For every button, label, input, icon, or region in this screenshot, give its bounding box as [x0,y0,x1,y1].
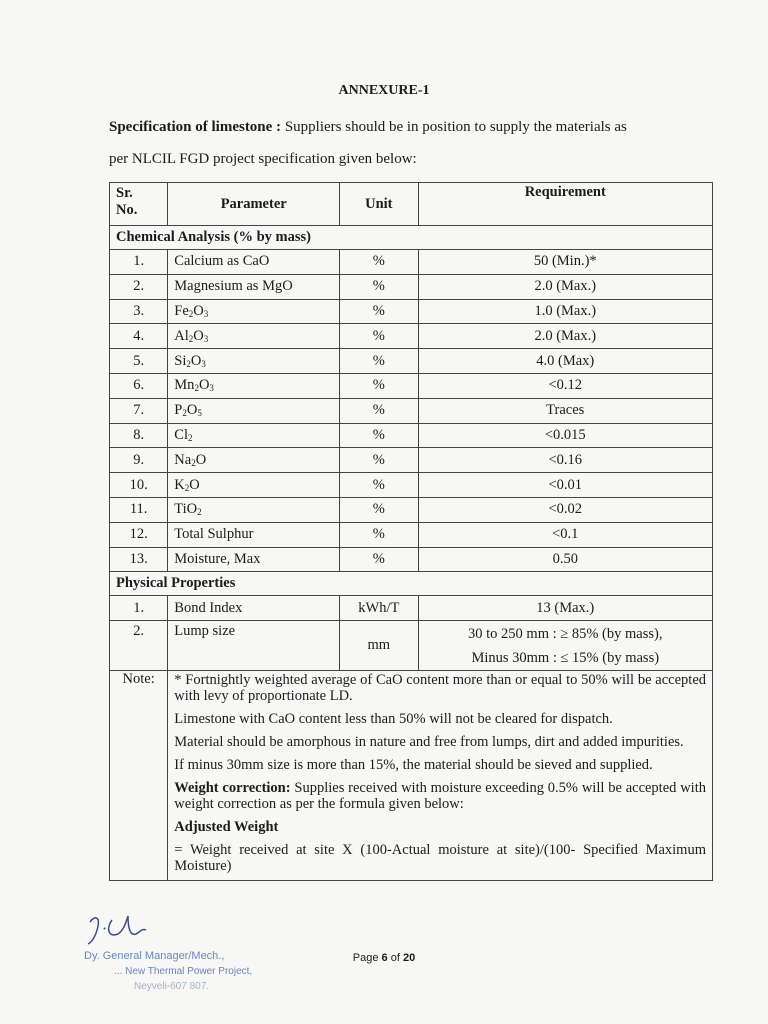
stamp-line-3: Neyveli-607 807. [134,981,210,992]
row-requirement [418,621,713,671]
table-row [110,274,713,299]
row-unit: % [340,522,418,547]
table-row [110,324,713,349]
row-parameter: $K_2O$ [168,473,340,498]
row-number: 2. [110,621,168,671]
row-requirement: <0.02 [418,497,713,522]
header-parameter: Parameter [168,183,340,226]
row-number: 8. [110,423,168,448]
header-sr-no: Sr. No. [110,183,168,226]
row-number: 1. [110,596,168,621]
row-requirement: <0.12 [418,373,713,398]
row-parameter: Magnesium as MgO [168,274,340,299]
row-unit: % [340,547,418,572]
row-number: 10. [110,473,168,498]
row-number: 13. [110,547,168,572]
table-header-row [110,183,713,226]
table-row [110,522,713,547]
handwritten-signature-icon [84,908,174,953]
note-content [168,671,713,881]
note-paragraph-weight-correction: Weight correction: Supplies received with moisture exceeding 0.5% will be accepted with weight correction as per the formula given below: [174,780,706,813]
row-unit: % [340,299,418,324]
note-paragraph: * Fortnightly weighted average of CaO content more than or equal to 50% will be accepted with levy of proportionate LD. [174,672,706,705]
lump-req-line-1: 30 to 250 mm : ≥ 85% (by mass), [468,625,663,642]
row-number: 7. [110,398,168,423]
section-title-physical: Physical Properties [110,572,713,596]
row-unit: % [340,497,418,522]
row-unit: % [340,473,418,498]
row-requirement: <0.015 [418,423,713,448]
intro-bold-label: Specification of limestone : [109,119,282,135]
row-unit: kWh/T [340,596,418,621]
row-unit: % [340,250,418,275]
row-parameter: Calcium as CaO [168,250,340,275]
row-number: 4. [110,324,168,349]
table-row [110,423,713,448]
row-requirement: <0.1 [418,522,713,547]
row-parameter: $Mn_2O_3$ [168,373,340,398]
row-requirement: 1.0 (Max.) [418,299,713,324]
stamp-line-2: ... New Thermal Power Project, [114,966,253,977]
page-number: Page 6 of 20 [352,952,416,964]
row-unit: % [340,349,418,374]
row-parameter: Moisture, Max [168,547,340,572]
row-parameter: Bond Index [168,596,340,621]
section-row-chemical [110,226,713,250]
row-number: 12. [110,522,168,547]
table-row [110,349,713,374]
row-unit: % [340,373,418,398]
table-row [110,473,713,498]
table-row [110,448,713,473]
table-row [110,621,713,671]
note-label: Note: [110,671,168,881]
intro-line-2: per NLCIL FGD project specification given below: [109,151,417,167]
row-unit: % [340,398,418,423]
row-number: 6. [110,373,168,398]
limestone-spec-table [109,182,713,881]
row-parameter: Lump size [168,621,340,671]
note-formula: = Weight received at site X (100-Actual moisture at site)/(100- Specified Maximum Moisture) [174,842,706,875]
row-number: 5. [110,349,168,374]
note-paragraph: Material should be amorphous in nature and free from lumps, dirt and added impurities. [174,734,684,751]
table-row [110,373,713,398]
row-number: 1. [110,250,168,275]
row-unit: % [340,324,418,349]
row-requirement: 50 (Min.)* [418,250,713,275]
row-parameter: TiO$_2$ [168,497,340,522]
lump-req-line-2: Minus 30mm : ≤ 15% (by mass) [471,649,660,666]
table-row [110,547,713,572]
row-requirement: 4.0 (Max) [418,349,713,374]
row-parameter: $P_2O_5$ [168,398,340,423]
row-parameter: $Cl_2$ [168,423,340,448]
table-row [110,398,713,423]
note-row [110,671,713,881]
row-number: 9. [110,448,168,473]
row-requirement: 0.50 [418,547,713,572]
row-number: 11. [110,497,168,522]
table-row [110,497,713,522]
row-parameter: $Fe_2O_3$ [168,299,340,324]
note-paragraph: If minus 30mm size is more than 15%, the material should be sieved and supplied. [174,757,653,774]
row-number: 3. [110,299,168,324]
table-row [110,250,713,275]
chemical-rows [110,250,713,572]
row-requirement: <0.16 [418,448,713,473]
header-unit: Unit [340,183,418,226]
intro-line-1-text: Suppliers should be in position to supply the materials as [281,119,627,135]
header-requirement: Requirement [418,183,713,226]
row-parameter: $Si_2O_3$ [168,349,340,374]
row-unit: % [340,448,418,473]
row-requirement: Traces [418,398,713,423]
row-unit: mm [340,621,418,671]
table-row [110,596,713,621]
row-unit: % [340,274,418,299]
note-paragraph: Limestone with CaO content less than 50% will not be cleared for dispatch. [174,711,613,728]
row-requirement: 13 (Max.) [418,596,713,621]
row-parameter: $Na_2O$ [168,448,340,473]
intro-line-1 [109,118,709,136]
annexure-title: ANNEXURE-1 [338,83,430,98]
section-title-chemical: Chemical Analysis (% by mass) [110,226,713,250]
row-unit: % [340,423,418,448]
row-requirement: 2.0 (Max.) [418,274,713,299]
table-row [110,299,713,324]
row-requirement: 2.0 (Max.) [418,324,713,349]
row-requirement: <0.01 [418,473,713,498]
section-row-physical [110,572,713,596]
row-parameter: $Al_2O_3$ [168,324,340,349]
row-parameter: Total Sulphur [168,522,340,547]
note-heading-adjusted-weight: Adjusted Weight [174,819,279,836]
row-number: 2. [110,274,168,299]
stamp-line-1: Dy. General Manager/Mech., [84,950,225,962]
